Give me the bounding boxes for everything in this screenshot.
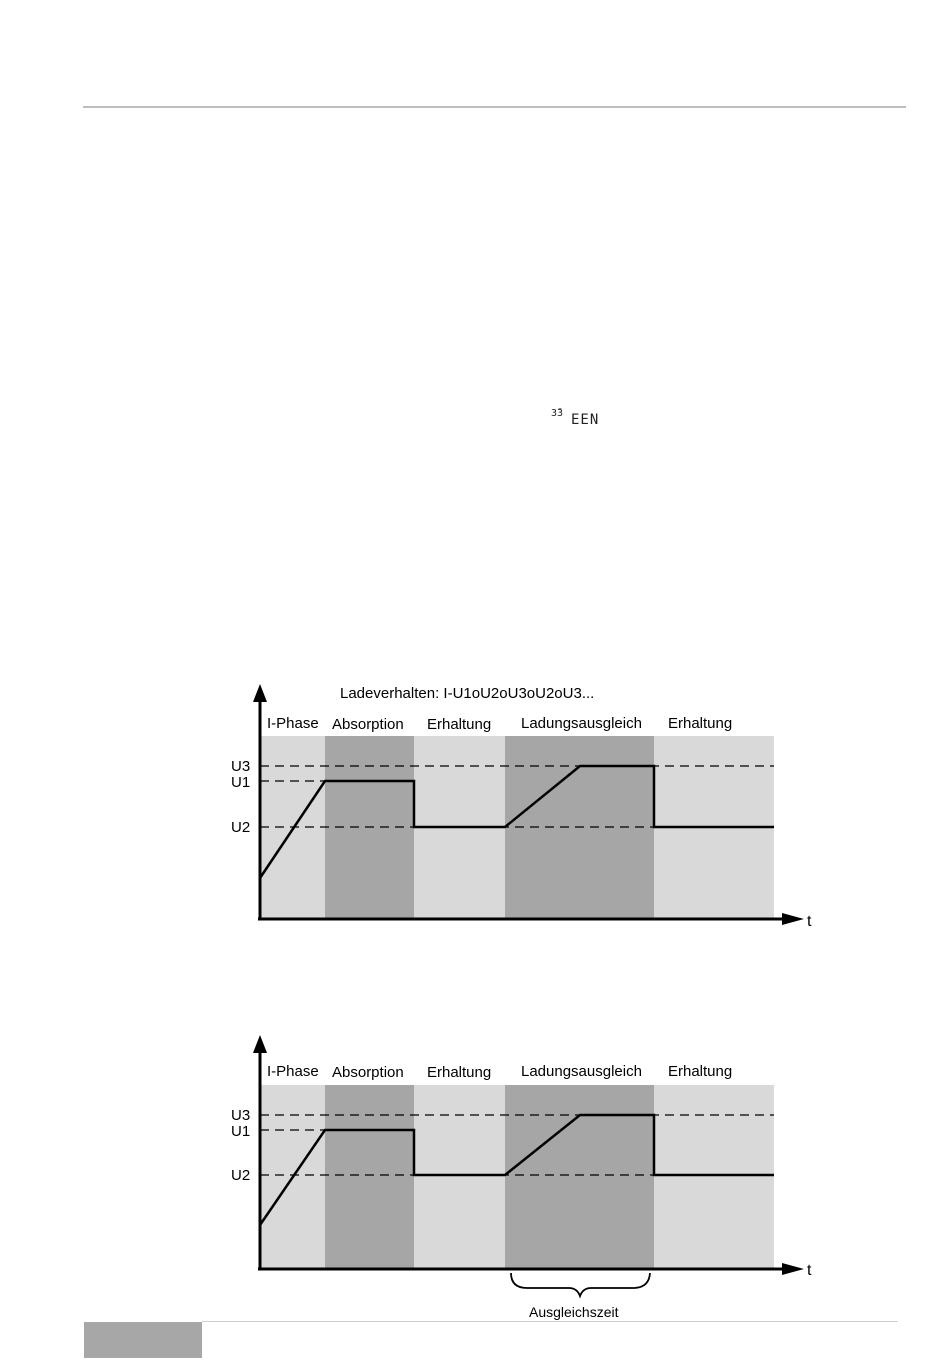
level-label-u3: U3 — [231, 758, 251, 775]
charging-diagram-2 — [0, 1029, 950, 1321]
x-axis-arrow-icon — [782, 1263, 804, 1275]
phase-band-absorption — [325, 1085, 414, 1268]
phase-label-ladungsausgleich: Ladungsausgleich — [521, 715, 642, 732]
footer-rule — [202, 1321, 898, 1322]
time-axis-label: t — [807, 913, 812, 930]
level-label-u1: U1 — [231, 774, 251, 791]
level-label-u1: U1 — [231, 1123, 251, 1140]
lcd-segment-icon: 3̄3 — [551, 408, 564, 419]
ausgleichszeit-brace-icon — [511, 1273, 650, 1296]
brace-label: Ausgleichszeit — [529, 1304, 619, 1320]
y-axis-arrow-icon — [253, 684, 267, 702]
phase-label-absorption: Absorption — [332, 1064, 404, 1081]
phase-label-erhaltung-2: Erhaltung — [668, 715, 733, 732]
diagram-title: Ladeverhalten: I-U1oU2oU3oU2oU3... — [340, 685, 595, 702]
level-label-u2: U2 — [231, 819, 251, 836]
phase-label-erhaltung-1: Erhaltung — [427, 716, 492, 733]
y-axis-arrow-icon — [253, 1035, 267, 1053]
phase-band-erhaltung-1 — [414, 1085, 505, 1268]
lcd-display-text: EEN — [571, 412, 600, 428]
charging-diagram-1 — [0, 680, 950, 940]
phase-label-iphase: I-Phase — [267, 715, 319, 732]
phase-label-iphase: I-Phase — [267, 1063, 319, 1080]
phase-band-erhaltung-2 — [654, 1085, 774, 1268]
level-label-u3: U3 — [231, 1107, 251, 1124]
phase-label-erhaltung-1: Erhaltung — [427, 1064, 492, 1081]
level-label-u2: U2 — [231, 1167, 251, 1184]
phase-label-absorption: Absorption — [332, 716, 404, 733]
phase-label-erhaltung-2: Erhaltung — [668, 1063, 733, 1080]
header-rule — [83, 106, 906, 108]
x-axis-arrow-icon — [782, 913, 804, 925]
footer-page-block — [84, 1322, 202, 1358]
time-axis-label: t — [807, 1262, 812, 1279]
phase-label-ladungsausgleich: Ladungsausgleich — [521, 1063, 642, 1080]
phase-band-ladungsausgleich — [505, 1085, 654, 1268]
